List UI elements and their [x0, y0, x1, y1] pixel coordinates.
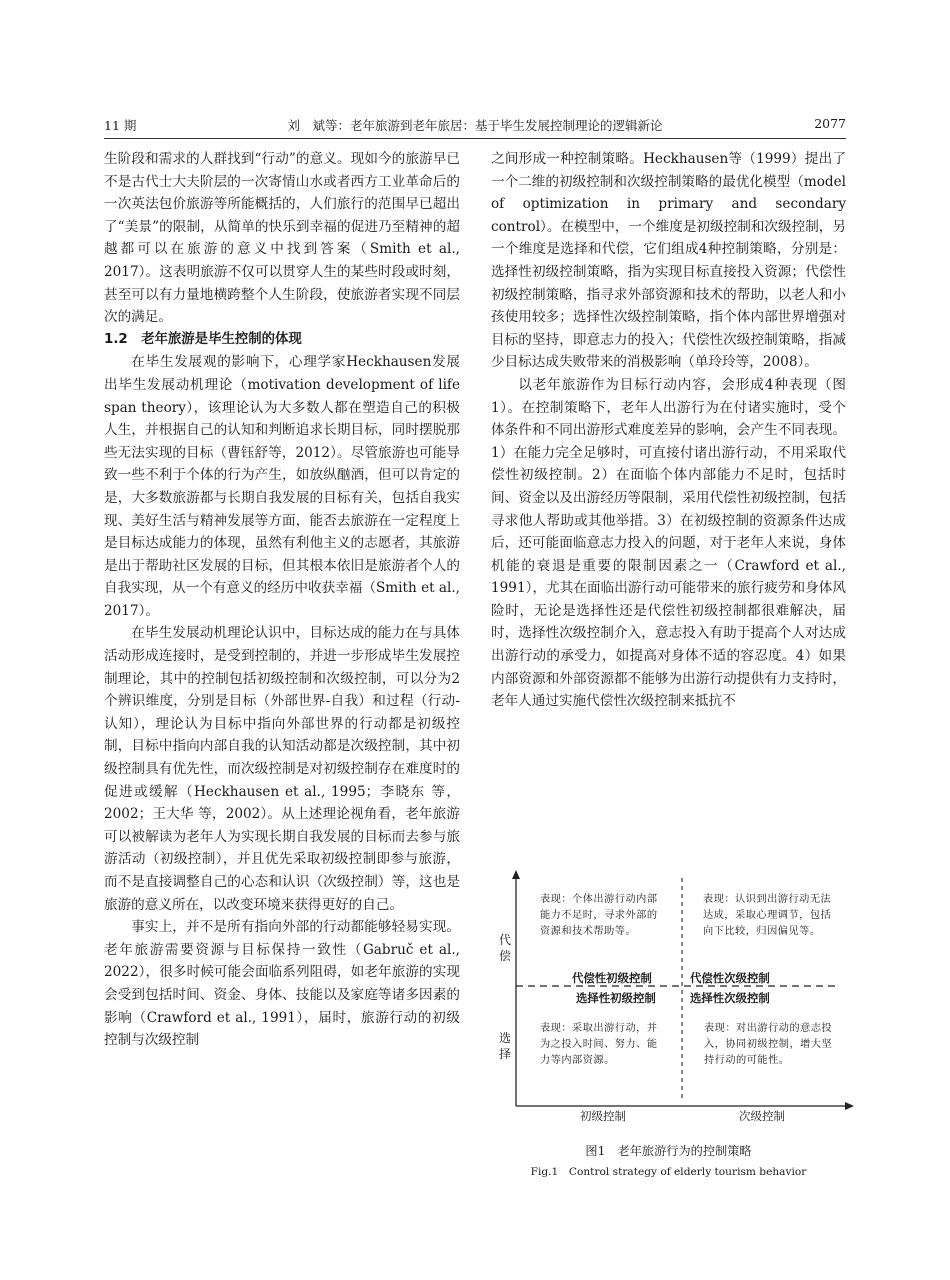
- paragraph: 在毕生发展动机理论认识中，目标达成的能力在与具体活动形成连接时，是受到控制的，并进一步形成毕生发展控制理论，其中的控制包括初级控制和次级控制，可以分为2个辨识维度，分别是目标（外部世界-自我）和过程（行动-认知），理论认为目标中指向外部世界的行动都是初级控制，目标中指向内部自我的认知活动都是次级控制，其中初级控制具有优先性，而次级控制是对初级控制存在难度时的促进或缓解（Heckhausen et al., 1995；李晓东 等，2002；王大华 等，2002）。从上述理论视角看，老年旅游可以被解读为老年人为实现长期自我发展的目标而去参与旅游活动（初级控制），并且优先采取初级控制即参与旅游，而不是直接调整自己的心态和认识（次级控制）等，这也是旅游的意义所在，以改变环境来获得更好的自己。: [104, 625, 460, 913]
- figure-caption-cn: 图1 老年旅游行为的控制策略: [585, 1144, 752, 1158]
- y-label-compensation: 代 偿: [498, 933, 511, 963]
- figure-1: [496, 868, 856, 1138]
- x-label-secondary-control: 次级控制: [739, 1109, 785, 1123]
- x-label-primary-control: 初级控制: [580, 1109, 626, 1123]
- paragraph: 事实上，并不是所有指向外部的行动都能够轻易实现。老年旅游需要资源与目标保持一致性（Gabruč et al., 2022），很多时候可能会面临系列阻碍，如老年旅游的实现会受到包括时间、资金、身体、技能以及家庭等诸多因素的影响（Crawford et al., 1991），届时，旅游行动的初级控制与次级控制: [104, 919, 460, 1049]
- quadrant-compensatory-secondary-text: 表现：认识到出游行动无法达成，采取心理调节，包括向下比较，归因偏见等。: [703, 894, 832, 937]
- figure-caption-en: Fig.1 Control strategy of elderly tourism behavior: [530, 1166, 807, 1178]
- label-compensatory-primary: 代偿性初级控制: [572, 971, 652, 985]
- label-compensatory-secondary: 代偿性次级控制: [690, 971, 770, 985]
- left-column: [104, 148, 460, 1052]
- paragraph: 生阶段和需求的人群找到“行动”的意义。现如今的旅游早已不是古代士大夫阶层的一次寄情山水或者西方工业革命后的一次英法包价旅游等所能概括的，人们旅行的范围早已超出了“美景”的限制，从简单的快乐到幸福的促进乃至精神的超越都可以在旅游的意义中找到答案（Smith et al., 2017）。这表明旅游不仅可以贯穿人生的某些时段或时刻，甚至可以有力量地横跨整个人生阶段，使旅游者实现不同层次的满足。: [104, 151, 460, 326]
- issue-number: 11 期: [104, 118, 137, 133]
- label-selective-primary: 选择性初级控制: [576, 991, 656, 1005]
- page-number: 2077: [814, 116, 846, 131]
- running-title: 刘 斌等：老年旅游到老年旅居：基于毕生发展控制理论的逻辑新论: [287, 118, 663, 133]
- label-selective-secondary: 选择性次级控制: [690, 991, 770, 1005]
- quadrant-selective-primary-text: 表现：采取出游行动，并为之投入时间、努力、能力等内部资源。: [540, 1023, 658, 1066]
- paragraph: 以老年旅游作为目标行动内容，会形成4种表现（图1）。在控制策略下，老年人出游行为在付诸实施时，受个体条件和不同出游形式难度差异的影响，会产生不同表现。1）在能力完全足够时，可直接付诸出游行动，不用采取代偿性初级控制。2）在面临个体内部能力不足时，包括时间、资金以及出游经历等限制，采用代偿性初级控制，包括寻求他人帮助或其他举措。3）在初级控制的资源条件达成后，还可能面临意志力投入的问题，对于老年人来说，身体机能的衰退是重要的限制因素之一（Crawford et al., 1991），尤其在面临出游行动可能带来的旅行疲劳和身体风险时，无论是选择性还是代偿性初级控制都很难解决，届时，选择性次级控制介入，意志投入有助于提高个人对达成出游行动的承受力，如提高对身体不适的容忍度。4）如果内部资源和外部资源都不能够为出游行动提供有力支持时，老年人通过实施代偿性次级控制来抵抗不: [491, 376, 846, 710]
- section-heading: 1.2 老年旅游是毕生控制的体现: [104, 331, 302, 347]
- header-rule: [104, 138, 846, 139]
- quadrant-compensatory-primary-text: 表现：个体出游行动内部能力不足时，寻求外部的资源和技术帮助等。: [540, 894, 658, 937]
- running-header: [104, 116, 846, 138]
- x-axis-arrow: [845, 1102, 854, 1110]
- right-column: [491, 148, 846, 713]
- paragraph: 在毕生发展观的影响下，心理学家Heckhausen发展出毕生发展动机理论（motivation development of life span theory），该理论认为大多数人都在塑造自己的积极人生，并根据自己的认知和判断追求长期目标，同时摆脱那些无法实现的目标（曹钰舒等，2012）。尽管旅游也可能导致一些不利于个体的行为产生，如放纵酗酒，但可以肯定的是，大多数旅游都与长期自我发展的目标有关，包括自我实现、美好生活与精神发展等方面，能否去旅游在一定程度上是目标达成能力的体现，虽然有利他主义的志愿者，其旅游是出于帮助社区发展的目标，但其根本依旧是旅游者个人的自我实现，从一个有意义的经历中收获幸福（Smith et al., 2017）。: [104, 354, 460, 619]
- quadrant-selective-secondary-text: 表现：对出游行动的意志投入，协同初级控制，增大坚持行动的可能性。: [704, 1023, 833, 1066]
- paragraph: 之间形成一种控制策略。Heckhausen等（1999）提出了一个二维的初级控制和次级控制策略的最优化模型（model of optimization in primary and secondary control）。在模型中，一个维度是初级控制和次级控制，另一个维度是选择和代偿，它们组成4种控制策略，分别是：选择性初级控制策略，指为实现目标直接投入资源；代偿性初级控制策略，指寻求外部资源和技术的帮助，以老人和小孩使用较多；选择性次级控制策略，指个体内部世界增强对目标的坚持，即意志力的投入；代偿性次级控制策略，指减少目标达成失败带来的消极影响（单玲玲等，2008）。: [491, 151, 846, 371]
- y-label-selection: 选 择: [498, 1031, 511, 1061]
- y-axis-arrow: [512, 870, 520, 879]
